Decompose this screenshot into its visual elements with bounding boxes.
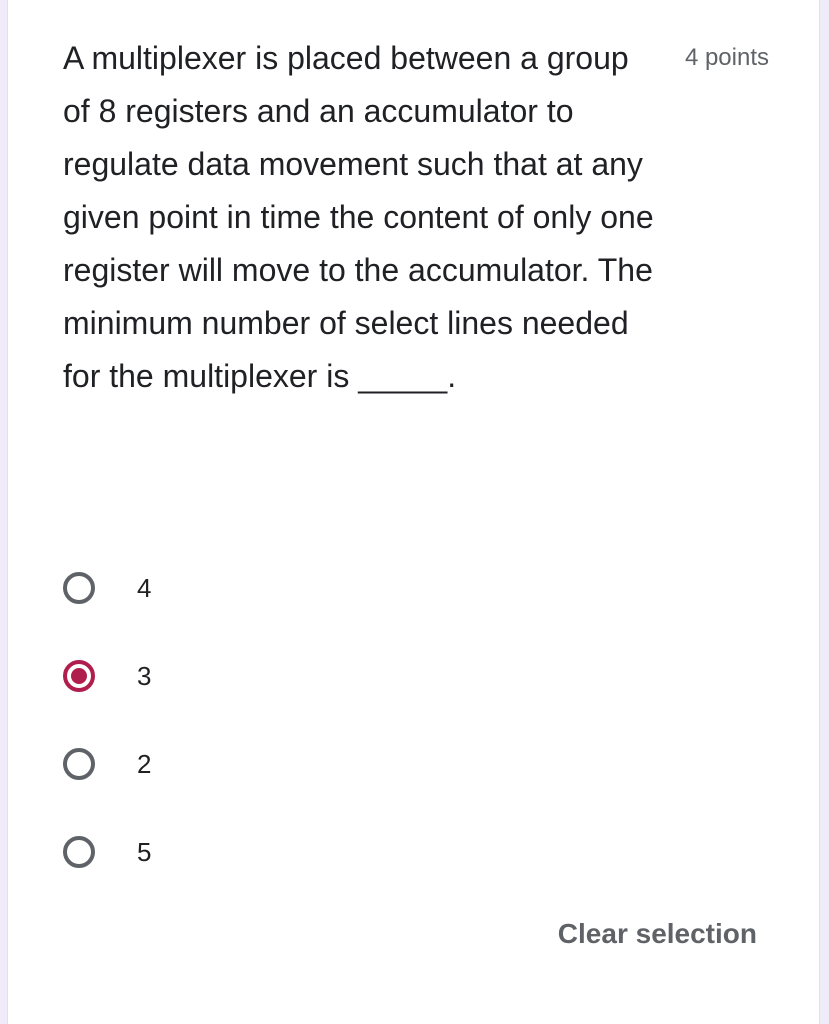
radio-unchecked-icon[interactable] — [63, 748, 95, 780]
option-2[interactable] — [63, 738, 463, 790]
option-label: 3 — [137, 660, 152, 691]
radio-unchecked-icon[interactable] — [63, 836, 95, 868]
option-label: 5 — [137, 836, 152, 867]
question-text: A multiplexer is placed between a group of 8 registers and an accumulator to regulate data movement such that at any given point in time the content of only one register will move to the accumulator. The minimum number of select lines needed for the multiplexer is _____. — [63, 40, 654, 394]
radio-unchecked-icon[interactable] — [63, 572, 95, 604]
question-card — [7, 0, 820, 1024]
clear-selection-button[interactable]: Clear selection — [557, 918, 757, 949]
option-label: 2 — [137, 748, 152, 779]
points-label: 4 points — [684, 44, 769, 71]
options-group — [63, 562, 463, 914]
option-4[interactable] — [63, 562, 463, 614]
radio-checked-icon[interactable] — [63, 660, 95, 692]
option-5[interactable] — [63, 826, 463, 878]
option-3[interactable] — [63, 650, 463, 702]
option-label: 4 — [137, 572, 152, 603]
